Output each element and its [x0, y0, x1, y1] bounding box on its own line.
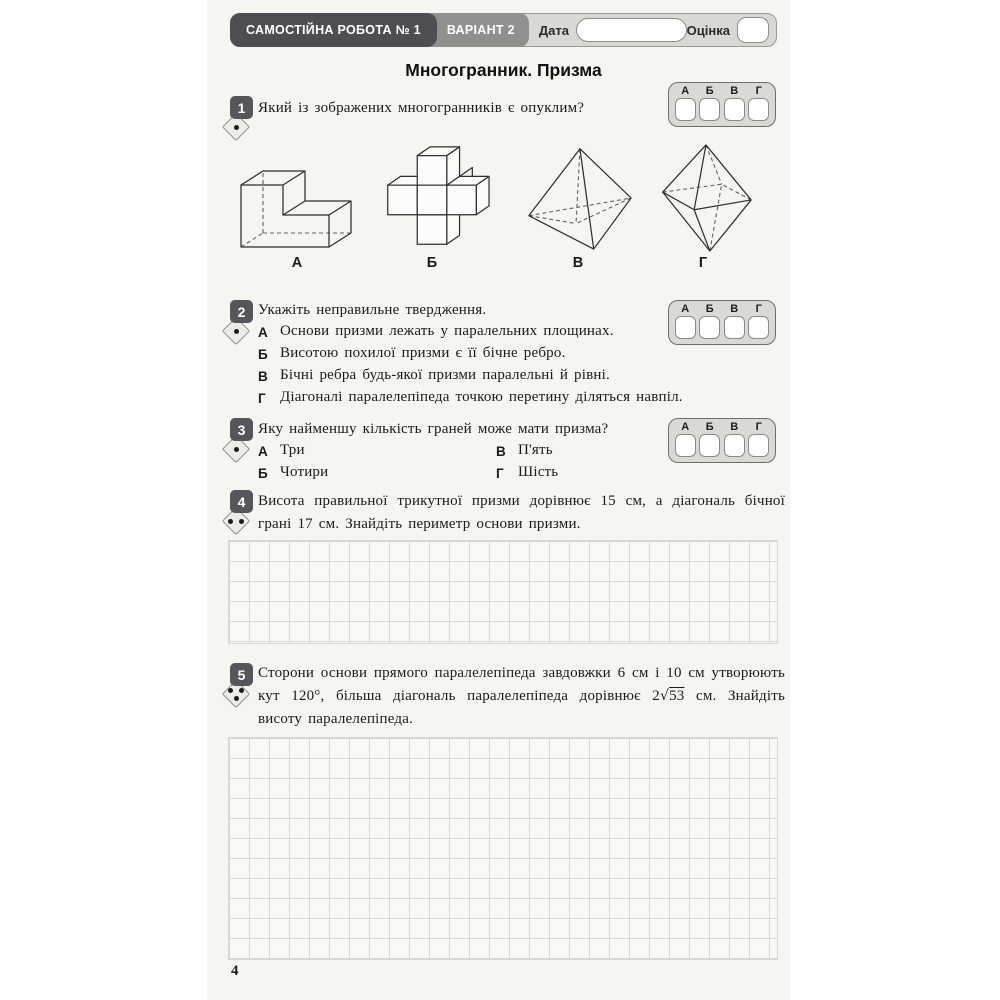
- grade-label: Оцінка: [686, 22, 730, 38]
- answer-grid-letters: [673, 303, 771, 316]
- option-letter: В: [496, 444, 506, 459]
- difficulty-dot: [228, 519, 233, 524]
- answer-grid-letter: В: [730, 303, 739, 315]
- figures-row: [228, 141, 778, 277]
- figure-v: [518, 141, 638, 271]
- answer-grid-letter: А: [681, 85, 690, 97]
- answer-grid-cells: [673, 98, 771, 121]
- answer-grid-letter: А: [681, 421, 690, 433]
- variant-label: ВАРІАНТ 2: [446, 22, 515, 37]
- answer-grid-letter: Г: [755, 421, 762, 433]
- non-convex-tetrahedron-icon: [520, 141, 636, 253]
- figure-b: [372, 141, 492, 271]
- question-text-part: Сторони основи прямого паралелепіпеда завдовжки 6 см і 10 см утворюють кут 120°, більша діагональ паралелепіпеда дорівнює 2: [258, 665, 785, 704]
- header-bar: [230, 13, 777, 47]
- figure-g: [643, 141, 763, 271]
- option-letter: Б: [258, 466, 268, 481]
- option-text: П'ять: [518, 442, 553, 458]
- question-text: Який із зображених многогранників є опуклим?: [258, 100, 585, 116]
- difficulty-dot: [234, 329, 239, 334]
- question-block-text: [258, 419, 658, 484]
- option-text: Основи призми лежать у паралельних площинах.: [280, 323, 614, 339]
- option-g: [496, 462, 658, 484]
- answer-grid-letter: А: [681, 303, 690, 315]
- step-solid-icon: [237, 141, 357, 253]
- figure-label: Г: [698, 255, 708, 271]
- answer-grid-letter: Б: [705, 303, 714, 315]
- option-letter: Б: [258, 347, 268, 362]
- answer-cell[interactable]: [748, 316, 769, 339]
- octahedron-icon: [648, 141, 758, 253]
- option-g: [258, 387, 793, 409]
- difficulty-dot: [234, 696, 239, 701]
- answer-grid-letter: В: [730, 421, 739, 433]
- worksheet-page: [207, 0, 790, 1000]
- figure-label: Б: [426, 255, 438, 271]
- date-label: Дата: [538, 22, 569, 38]
- radical-sign: √: [659, 688, 670, 704]
- option-v: [496, 440, 658, 462]
- difficulty-dot: [228, 688, 233, 693]
- option-a: [258, 440, 496, 462]
- work-title-pill: [230, 13, 437, 47]
- question-text: Укажіть неправильне твердження.: [258, 302, 487, 318]
- figure-label: В: [572, 255, 584, 271]
- question-text: Висота правильної трикутної призми дорівнює 15 см, а діагональ бічної грані 17 см. Знайдіть периметр основи призми.: [258, 493, 785, 532]
- answer-grid-letter: В: [730, 85, 739, 97]
- answer-cell[interactable]: [724, 434, 745, 457]
- answer-cell[interactable]: [724, 316, 745, 339]
- option-letter: А: [258, 444, 268, 459]
- difficulty-dot: [234, 125, 239, 130]
- answer-cell[interactable]: [675, 98, 696, 121]
- figure-label: А: [291, 255, 303, 271]
- difficulty-dot: [234, 447, 239, 452]
- difficulty-dot: [239, 519, 244, 524]
- date-input[interactable]: [576, 18, 687, 42]
- option-v: [258, 365, 793, 387]
- option-text: Висотою похилої призми є її бічне ребро.: [280, 345, 566, 361]
- answer-grid-letter: Б: [705, 85, 714, 97]
- answer-cell[interactable]: [699, 316, 720, 339]
- option-letter: Г: [258, 391, 266, 406]
- question-number-badge: 5: [230, 663, 253, 686]
- answer-workspace-grid[interactable]: [228, 737, 778, 960]
- cross-of-cubes-icon: [372, 141, 492, 253]
- answer-grid-cells: [673, 434, 771, 457]
- answer-cell[interactable]: [748, 434, 769, 457]
- answer-grid-letter: Г: [755, 303, 762, 315]
- answer-cell[interactable]: [675, 316, 696, 339]
- question-number-badge: 3: [230, 418, 253, 441]
- question-number-badge: 1: [230, 96, 253, 119]
- answer-grid-letter: Б: [705, 421, 714, 433]
- option-letter: Г: [496, 466, 504, 481]
- answer-grid: [668, 418, 776, 463]
- answer-cell[interactable]: [748, 98, 769, 121]
- question-number-badge: 2: [230, 300, 253, 323]
- question-number-badge: 4: [230, 490, 253, 513]
- answer-grid-letters: [673, 85, 771, 98]
- answer-cell[interactable]: [699, 98, 720, 121]
- grade-input[interactable]: [737, 17, 769, 43]
- page-number: 4: [231, 963, 239, 979]
- answer-workspace-grid[interactable]: [228, 540, 778, 644]
- option-b: [258, 343, 793, 365]
- radicand: 53: [669, 688, 685, 704]
- answer-grid: [668, 300, 776, 345]
- question-text: Яку найменшу кількість граней може мати призма?: [258, 421, 609, 437]
- figure-a: [237, 141, 357, 271]
- answer-grid-cells: [673, 316, 771, 339]
- page-title: Многогранник. Призма: [405, 60, 602, 80]
- option-text: Діагоналі паралелепіпеда точкою перетину діляться навпіл.: [280, 389, 683, 405]
- option-text: Шість: [518, 464, 559, 480]
- answer-cell[interactable]: [675, 434, 696, 457]
- option-text: Чотири: [280, 464, 329, 480]
- question-text-part: см. Знайдіть висоту паралелепіпеда.: [258, 688, 785, 727]
- options-two-columns: [258, 440, 658, 484]
- option-letter: В: [258, 369, 268, 384]
- answer-cell[interactable]: [724, 98, 745, 121]
- answer-grid-letters: [673, 421, 771, 434]
- work-title-label: САМОСТІЙНА РОБОТА № 1: [246, 22, 421, 37]
- option-text: Бічні ребра будь-якої призми паралельні й рівні.: [280, 367, 610, 383]
- difficulty-dot: [239, 688, 244, 693]
- option-text: Три: [280, 442, 305, 458]
- question-text: [258, 662, 785, 731]
- option-b: [258, 462, 496, 484]
- option-letter: А: [258, 325, 268, 340]
- answer-cell[interactable]: [699, 434, 720, 457]
- answer-grid-letter: Г: [755, 85, 762, 97]
- answer-grid: [668, 82, 776, 127]
- variant-pill: [423, 13, 529, 47]
